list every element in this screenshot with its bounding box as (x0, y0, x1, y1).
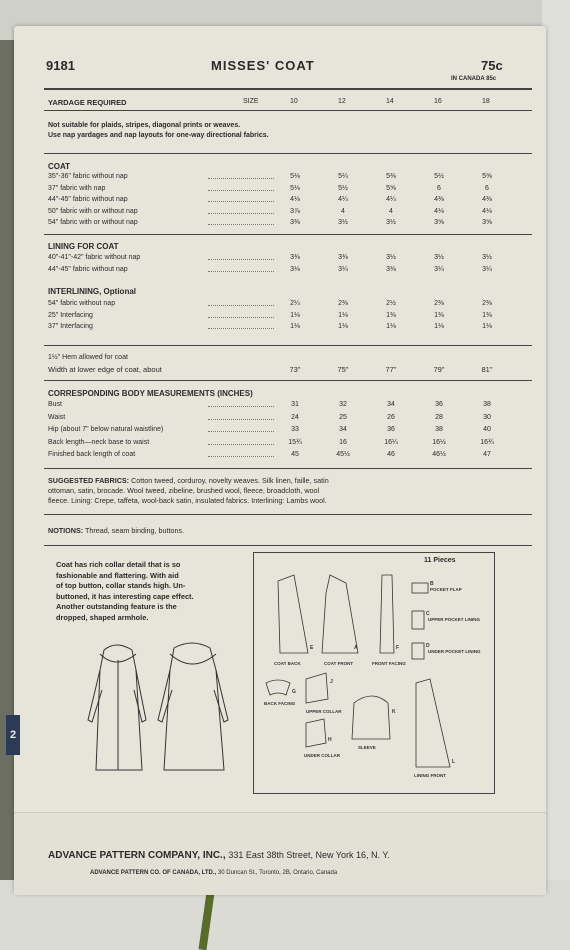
leader-dots (208, 328, 274, 329)
label-pocket-flap: POCKET FLAP (430, 587, 462, 592)
piece-pocket-flap (412, 583, 428, 593)
coat-illustration (76, 630, 236, 790)
letter-j: J (330, 679, 333, 685)
table-row (48, 451, 528, 460)
table-row (48, 300, 528, 309)
row-value: 4⅛ (434, 207, 444, 215)
piece-under-collar (306, 719, 326, 747)
row-value: 4⅜ (434, 196, 444, 203)
lining-heading: LINING FOR COAT (48, 242, 119, 251)
row-value: 38 (435, 426, 443, 433)
letter-f: F (396, 645, 400, 651)
row-value: 5⅛ (290, 173, 300, 180)
row-label: 25" Interfacing (48, 311, 93, 319)
notions: NOTIONS: Thread, seam binding, buttons. (48, 526, 185, 535)
row-label: Waist (48, 413, 66, 421)
label-coat-front: COAT FRONT (324, 661, 354, 666)
pattern-title: MISSES' COAT (211, 58, 315, 73)
row-value: 3⅛ (290, 265, 300, 273)
row-value: 1⅛ (482, 323, 492, 330)
row-value: 4⅛ (290, 196, 300, 203)
row-label: Hip (about 7" below natural waistline) (48, 426, 164, 433)
row-value: 3⅜ (290, 219, 300, 226)
row-label: Width at lower edge of coat, about (48, 365, 162, 374)
row-value: 3⅜ (338, 254, 348, 261)
leader-dots (208, 190, 274, 191)
row-value: 34 (339, 426, 347, 433)
row-value: 46 (387, 451, 395, 458)
row-label: 44"-45" fabric without nap (48, 265, 128, 273)
row-value: 79" (433, 365, 445, 374)
leader-dots (208, 444, 274, 445)
row-value: 33 (291, 426, 299, 433)
row-value: 3½ (434, 254, 444, 261)
divider (44, 514, 532, 515)
leader-dots (208, 305, 274, 306)
table-row (48, 254, 528, 263)
row-value: 75" (337, 365, 349, 374)
divider (44, 545, 532, 546)
row-value: 3½ (386, 219, 396, 226)
body-heading: CORRESPONDING BODY MEASUREMENTS (INCHES) (48, 389, 253, 398)
hem-note: 1½" Hem allowed for coat (48, 354, 128, 361)
row-value: 3¼ (482, 265, 492, 273)
row-value: 5½ (434, 173, 444, 180)
row-label: 54" fabric without nap (48, 300, 116, 307)
row-value: 3½ (338, 219, 348, 226)
company-canada-name: ADVANCE PATTERN CO. OF CANADA, LTD., (90, 870, 217, 876)
leader-dots (208, 271, 274, 272)
label-upper-pocket-lining: UPPER POCKET LINING (428, 617, 481, 622)
suggested-fabrics: SUGGESTED FABRICS: Cotton tweed, corduroy, novelty weaves. Silk linen, faille, satin ottoman, satin, brocade. Wool tweed, zibeline, brushed wool, fleece, broadcloth, wool fleece. Lining: Crepe, taffeta, wool-back satin, insulated fabrics. Interlining: Lambs wool. (48, 476, 329, 505)
row-value: 5⅜ (386, 173, 396, 180)
row-value: 16½ (432, 438, 446, 446)
row-label: Back length—neck base to waist (48, 438, 150, 446)
letter-c: C (426, 611, 430, 617)
side-tag: 2 (6, 715, 20, 755)
notions-label: NOTIONS: (48, 526, 84, 535)
piece-upper-pocket-lining (412, 611, 424, 629)
row-value: 1⅛ (386, 323, 396, 330)
table-row (48, 266, 528, 275)
row-label: 54" fabric with or without nap (48, 219, 138, 226)
row-value: 3⅝ (482, 219, 492, 226)
table-row (48, 173, 528, 182)
row-value: 24 (291, 413, 299, 421)
row-label: 40"-41"-42" fabric without nap (48, 254, 141, 261)
interlining-heading: INTERLINING, Optional (48, 287, 136, 296)
row-value: 1⅛ (290, 311, 300, 319)
coat-front-view (88, 645, 146, 770)
row-value: 2½ (386, 300, 396, 307)
row-value: 38 (483, 401, 491, 408)
company-line (48, 850, 390, 861)
letter-d: D (426, 643, 430, 649)
row-value: 36 (435, 401, 443, 408)
row-value: 1⅛ (290, 323, 300, 330)
row-value: 16¼ (384, 438, 398, 446)
row-value: 1⅜ (386, 311, 396, 319)
row-value: 4¼ (338, 196, 348, 203)
row-value: 31 (291, 401, 299, 408)
row-value: 32 (339, 401, 347, 408)
leader-dots (208, 419, 274, 420)
row-value: 28 (435, 413, 443, 421)
row-value: 6 (485, 184, 489, 192)
divider (44, 234, 532, 235)
label-front-facing: FRONT FACING (372, 661, 406, 666)
pattern-pieces-diagram (254, 553, 494, 793)
row-value: 26 (387, 413, 395, 421)
divider (44, 153, 532, 154)
row-value: 4 (341, 207, 345, 215)
pieces-count: 11 Pieces (424, 557, 456, 564)
row-value: 30 (483, 413, 491, 421)
label-upper-collar: UPPER COLLAR (306, 709, 342, 714)
divider (44, 468, 532, 469)
letter-h: H (328, 737, 332, 743)
row-value: 5⅝ (482, 173, 492, 180)
divider (44, 345, 532, 346)
size-column: 12 (338, 98, 346, 105)
leader-dots (208, 178, 274, 179)
row-value: 5¼ (338, 173, 348, 180)
size-label: SIZE (243, 98, 259, 105)
piece-lining-front (416, 679, 450, 767)
row-value: 5⅛ (290, 184, 300, 192)
row-value: 6 (437, 184, 441, 192)
row-value: 3¼ (434, 265, 444, 273)
row-value: 2¼ (290, 300, 300, 307)
company-canada-line (90, 870, 337, 876)
letter-a: A (354, 645, 358, 651)
table-row (48, 323, 528, 332)
row-value: 16¾ (480, 438, 494, 446)
row-value: 34 (387, 401, 395, 408)
row-value: 3½ (386, 254, 396, 261)
letter-e: E (310, 645, 314, 651)
leader-dots (208, 259, 274, 260)
company-address: 331 East 38th Street, New York 16, N. Y. (228, 850, 390, 860)
row-value: 4⅜ (482, 196, 492, 203)
piece-under-pocket-lining (412, 643, 424, 659)
table-row (48, 196, 528, 205)
label-lining-front: LINING FRONT (414, 773, 446, 778)
table-row (48, 439, 528, 448)
row-value: 4¼ (386, 196, 396, 203)
divider (44, 110, 532, 111)
row-value: 16 (339, 438, 347, 446)
piece-coat-front (322, 575, 358, 653)
row-label: Bust (48, 401, 63, 408)
leader-dots (208, 201, 274, 202)
table-row (48, 185, 528, 194)
row-value: 25 (339, 413, 347, 421)
row-label: 37" Interfacing (48, 323, 93, 330)
row-value: 5½ (338, 184, 348, 192)
company-name: ADVANCE PATTERN COMPANY, INC., (48, 850, 226, 861)
table-row (48, 365, 528, 374)
label-under-collar: UNDER COLLAR (304, 753, 340, 758)
letter-b: B (430, 581, 434, 587)
row-value: 15¾ (288, 438, 302, 446)
coat-back-view (158, 643, 228, 770)
row-value: 1⅛ (434, 323, 444, 330)
row-value: 3¼ (338, 265, 348, 273)
row-value: 77" (385, 365, 397, 374)
leader-dots (208, 213, 274, 214)
row-value: 3⅜ (290, 254, 300, 261)
row-value: 40 (483, 426, 491, 433)
row-value: 81" (481, 365, 493, 374)
row-value: 2⅜ (434, 300, 444, 307)
row-value: 47 (483, 451, 491, 458)
piece-coat-back (278, 575, 308, 653)
row-value: 45½ (336, 451, 350, 458)
row-value: 3⅜ (386, 265, 396, 273)
letter-g: G (292, 689, 296, 695)
label-back-facing: BACK FACING (264, 701, 296, 706)
row-value: 3⅝ (434, 219, 444, 226)
table-row (48, 414, 528, 423)
piece-sleeve (352, 696, 390, 739)
pattern-number: 9181 (46, 58, 75, 73)
row-value: 2⅜ (482, 300, 492, 307)
row-value: 4⅛ (482, 207, 492, 215)
letter-l: L (452, 759, 456, 765)
table-row (48, 219, 528, 228)
row-value: 1⅛ (338, 311, 348, 319)
size-column: 10 (290, 98, 298, 105)
row-value: 4 (389, 207, 393, 215)
letter-k: K (392, 709, 396, 715)
row-value: 45 (291, 451, 299, 458)
divider (44, 380, 532, 381)
row-value: 3⅞ (290, 207, 300, 215)
leader-dots (208, 224, 274, 225)
row-value: 5⅝ (386, 184, 396, 192)
row-value: 3½ (482, 254, 492, 261)
piece-upper-collar (306, 673, 328, 703)
size-column: 18 (482, 98, 490, 105)
yardage-label: YARDAGE REQUIRED (48, 98, 127, 107)
table-row (48, 401, 528, 410)
table-row (48, 312, 528, 321)
company-canada-address: 30 Duncan St., Toronto, 2B, Ontario, Canada (217, 870, 338, 876)
leader-dots (208, 431, 274, 432)
leader-dots (208, 406, 274, 407)
note-line: Use nap yardages and nap layouts for one-way directional fabrics. (48, 132, 269, 139)
row-value: 36 (387, 426, 395, 433)
size-column: 14 (386, 98, 394, 105)
row-value: 1⅛ (338, 323, 348, 330)
row-value: 2⅜ (338, 300, 348, 307)
leader-dots (208, 317, 274, 318)
row-label: 44"-45" fabric without nap (48, 196, 128, 203)
coat-heading: COAT (48, 162, 71, 171)
table-row (48, 426, 528, 435)
row-value: 73" (289, 365, 301, 374)
row-label: Finished back length of coat (48, 451, 136, 458)
suggested-label: SUGGESTED FABRICS: (48, 476, 130, 485)
label-sleeve: SLEEVE (358, 745, 376, 750)
row-label: 37" fabric with nap (48, 184, 106, 192)
style-description: Coat has rich collar detail that is so fashionable and flattering. With aid of top button, collar stands high. Un- buttoned, it has interesting cape effect. Another outstanding feature is the dropped, shaped armhole. (56, 560, 194, 622)
row-label: 50" fabric with or without nap (48, 207, 138, 215)
price: 75c (481, 58, 503, 73)
divider (44, 88, 532, 90)
row-value: 1⅜ (434, 311, 444, 319)
label-under-pocket-lining: UNDER POCKET LINING (428, 649, 481, 654)
row-value: 46½ (432, 451, 446, 458)
background-right (542, 0, 570, 950)
row-value: 1⅜ (482, 311, 492, 319)
note-line: Not suitable for plaids, stripes, diagonal prints or weaves. (48, 122, 241, 129)
label-coat-back: COAT BACK (274, 661, 301, 666)
piece-front-facing (380, 575, 394, 653)
size-column: 16 (434, 98, 442, 105)
pattern-pieces-box (253, 552, 495, 794)
row-label: 35"-36" fabric without nap (48, 173, 128, 180)
leader-dots (208, 456, 274, 457)
piece-back-facing (266, 680, 290, 695)
price-canada: IN CANADA 85c (451, 76, 497, 82)
table-row (48, 208, 528, 217)
